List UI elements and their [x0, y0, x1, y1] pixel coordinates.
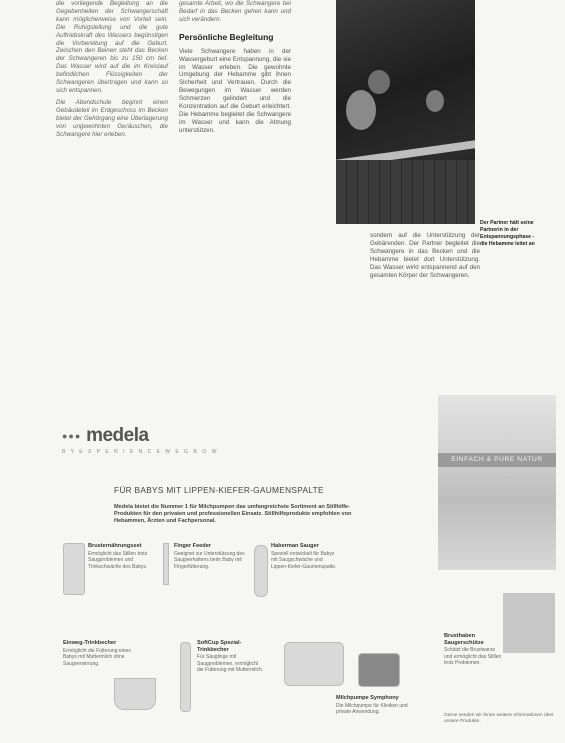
paragraph: Viele Schwangere haben in der Wassergeburt eine Entspannung, die sie im Wasser erleben. Die gewohnte Umgebung der Hebamme gibt ihnen Sicherheit und Vertrauen. Durch die Bewegungen im Wasser werden Schmerzen gelindert und die Konzentration auf die Geburt erleichtert. Die Hebamme begleitet die Schwangere im Wasser und kann die Atmung unterstützen.: [179, 47, 291, 134]
product-image: [254, 545, 268, 597]
paragraph: sondern auf die Unterstützung der Gebärenden. Der Partner begleitet die Schwangere in das Becken und die Hebamme bietet dort Unterstützung. Das Wasser wirkt entspannend auf den gesamten Körper der Schwangeren.: [370, 232, 480, 279]
paragraph: die vorliegende Begleitung an die Gegebenheiten der Schwangerschaft kann möglicherweise von Vorteil sein. Die Ruhigstellung und die gute Auftriebskraft des Wassers begünstigen die Vorbereitung auf die Geburt. Zwischen den Beinen steht das Becken der Schwangeren bis zu 150 cm tief. Das Wasser wird auf die im Kreislauf befindlichen Flüssigkeiten der Schwangeren übertragen und kann so sich entspannen.: [56, 0, 168, 94]
product-item: Brusternährungsset Ermöglicht das Stillen trotz Saugproblemen und Trinkschwäche des Babys.: [88, 543, 148, 570]
product-image: [358, 653, 400, 687]
product-image: [114, 678, 156, 710]
product-image: [163, 543, 169, 585]
medela-logo: ●●● medela: [62, 425, 149, 446]
product-image: [284, 642, 344, 686]
article-column-3: [370, 232, 480, 279]
product-image: [180, 642, 191, 712]
medela-advertisement: [26, 365, 556, 743]
bottom-note: Gerne senden wir Ihnen weitere Informationen über unsere Produkte.: [444, 713, 554, 724]
article-column-1: [56, 0, 168, 138]
person-figure: [368, 70, 390, 94]
product-item: Finger Feeder Geeignet zur Unterstützung des Saugverhaltens beim Baby mit Fingerfütterung.: [174, 543, 245, 570]
product-image: [503, 593, 555, 653]
paragraph: Die Abendschule beginnt einen Gebäudeteil im Erdgeschoss im Becken bietet der Gehörgang eine Überlagerung von ungewohnten Geräuschen, die Schwangere hier erleben.: [56, 98, 168, 138]
ad-headline: FÜR BABYS MIT LIPPEN-KIEFER-GAUMENSPALTE: [114, 485, 324, 495]
mother-baby-photo: [438, 395, 556, 570]
pool-photo: [336, 0, 475, 224]
product-item: Einweg-Trinkbecher Ermöglicht die Fütterung eines Babys mit Muttermilch ohne Saugverwirrung.: [63, 640, 131, 667]
ad-intro: Medela bietet die Nummer 1 für Milchpumpen das umfangreichste Sortiment an Stillhilfe-Produkten für den privaten und professionellen Einsatz. Stillhilfeprodukte empfohlen von Hebammen, Ärzten und Fachpersonal.: [114, 504, 352, 525]
product-item: SoftCup Spezial-Trinkbecher Für Säuglinge mit Saugproblemen, ermöglicht die Fütterung mit Muttermilch.: [197, 640, 264, 674]
product-image: [63, 543, 85, 595]
logo-tagline: B Y E X P E R I E N C E W E G R O W: [62, 449, 219, 455]
paragraph: gesamte Arbeit, wo die Schwangere bei Bedarf in das Becken gehen kann und sich verändern.: [179, 0, 291, 23]
person-figure: [426, 90, 444, 112]
person-figure: [346, 90, 376, 130]
section-heading: Persönliche Begleitung: [179, 31, 274, 42]
product-item: Milchpumpe Symphony Die Milchpumpe für Kliniken und private Anwendung.: [336, 695, 408, 716]
product-item: Haberman Sauger Speziell entwickelt für Babys mit Saugschwäche und Lippen-Kiefer-Gaumenspalte.: [271, 543, 337, 570]
nature-band: EINFACH & PURE NATUR: [438, 453, 556, 467]
pool-tiles: [336, 160, 475, 224]
photo-caption: Der Partner hält seine Partnerin in der Entspannungsphase - die Hebamme leitet an: [480, 220, 535, 247]
article-column-2: [179, 0, 291, 135]
product-item: Brusthaben Saugerschütze Schützt die Brustwarze und ermöglicht das Stillen trotz Problemen.: [444, 633, 502, 667]
